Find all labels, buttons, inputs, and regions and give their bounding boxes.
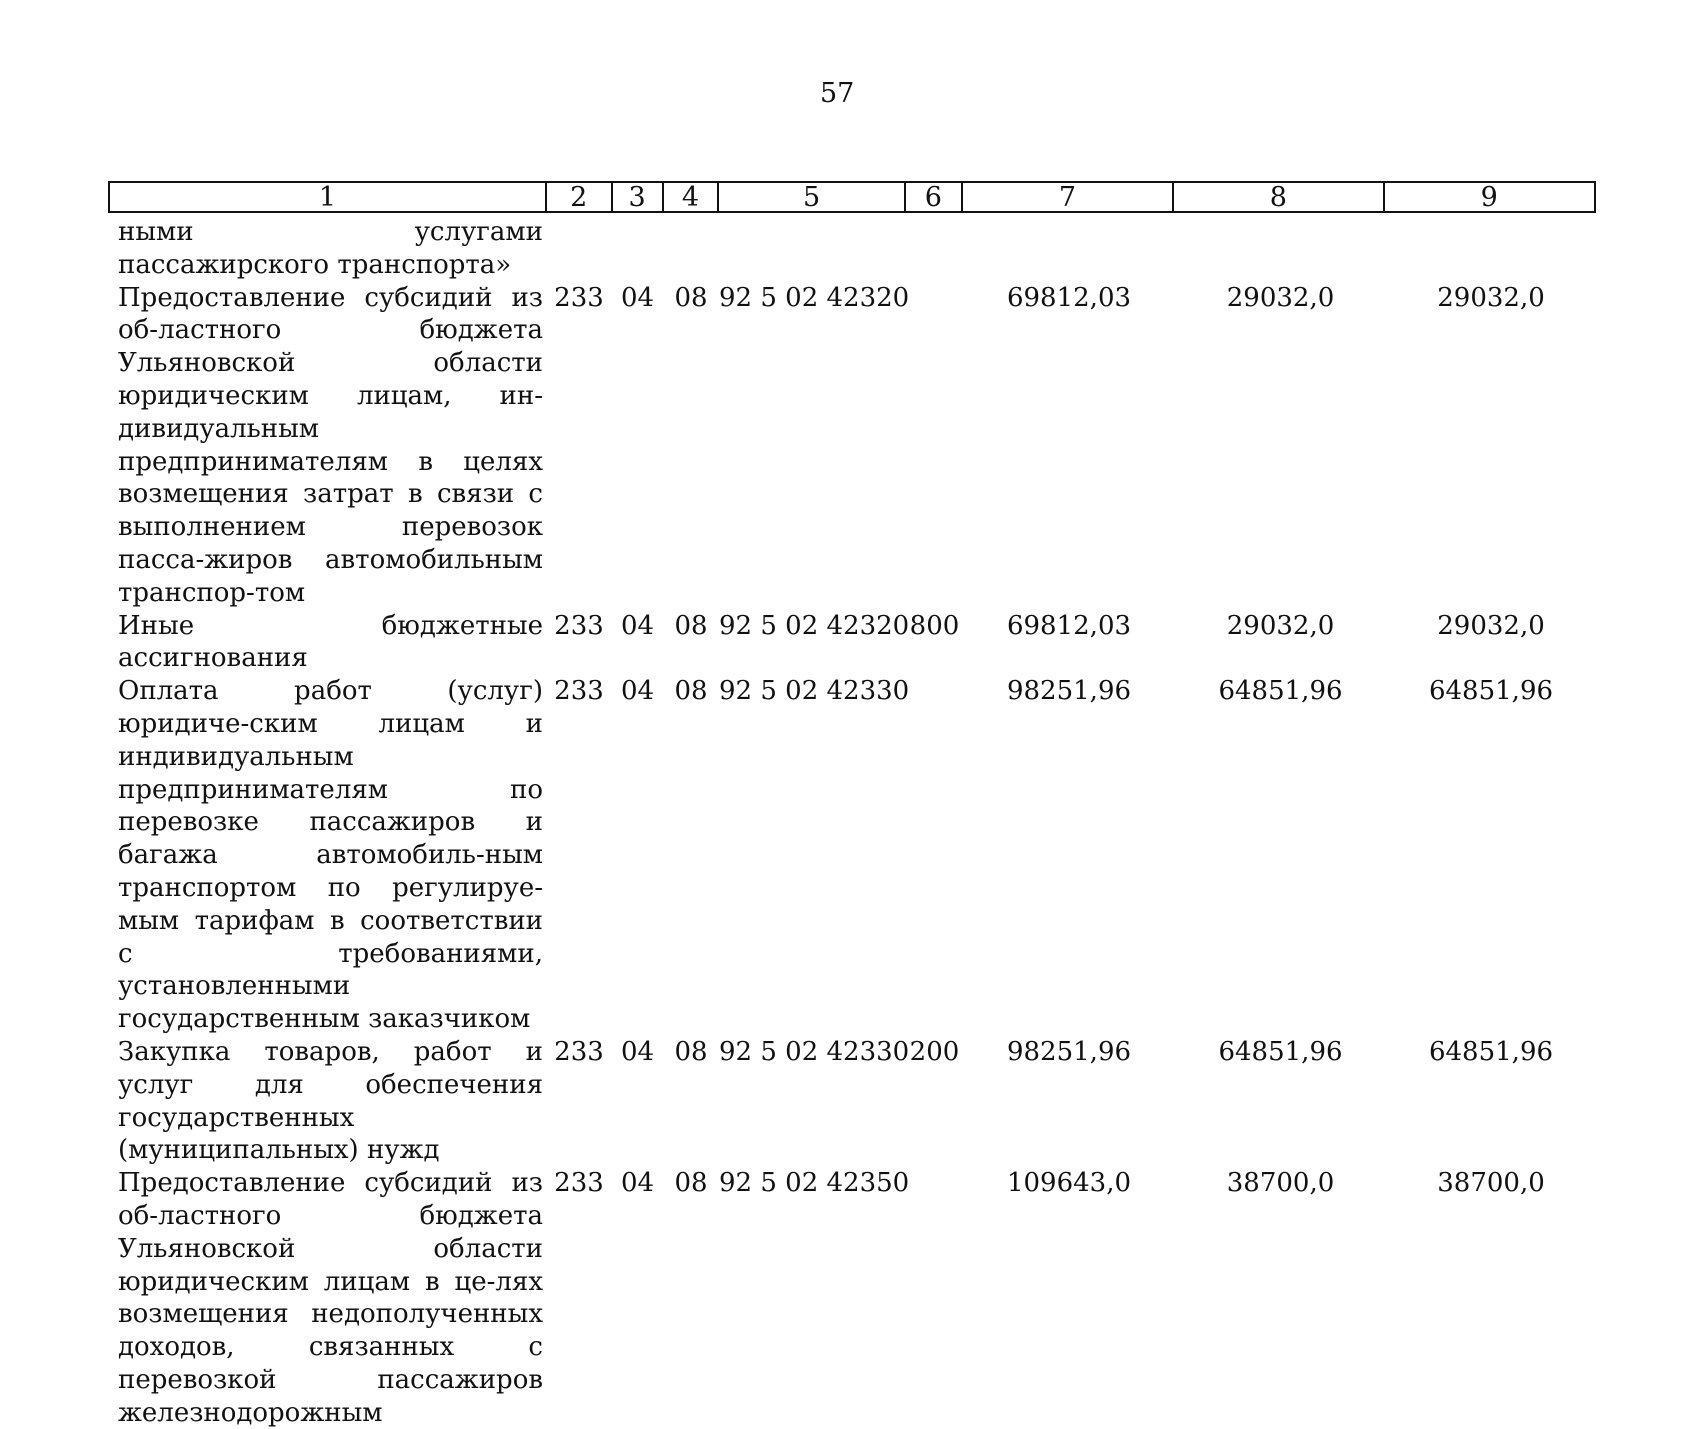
row-col-6: 200 [909,1036,960,1067]
row-col-2 [546,216,612,282]
row-description: Иные бюджетные ассигнования [118,610,543,674]
row-col-5: 92 5 02 42330 [719,1036,910,1067]
table-row [108,216,1596,282]
row-col-4: 08 [674,676,708,707]
row-col-8: 29032,0 [1226,610,1335,641]
row-col-2: 233 [554,282,604,313]
table-row [108,675,1596,1036]
row-col-9: 64851,96 [1428,1036,1554,1067]
row-col-6 [906,216,963,282]
row-col-2: 233 [554,1036,604,1067]
row-col-9: 29032,0 [1437,610,1545,641]
row-col-2: 233 [554,610,604,641]
row-col-9 [1386,216,1596,282]
header-col-8: 8 [1174,183,1384,211]
row-col-4: 08 [674,610,708,641]
row-col-4: 08 [674,1036,708,1067]
row-col-5: 92 5 02 42350 [719,1168,910,1199]
row-col-4: 08 [674,1168,708,1199]
header-col-3: 3 [613,183,664,211]
row-col-7: 109643,0 [1006,1168,1132,1199]
row-col-7: 69812,03 [1006,282,1132,313]
row-col-8: 64851,96 [1218,1036,1343,1067]
table-row [108,610,1596,676]
row-description: Оплата работ (услуг) юридиче-ским лицам и индивидуальным предпринимателям по перевозке пассажиров и багажа автомобиль-ным транспортом по регулируе-мым тарифам в соответствии с требованиями, установленными государственным заказчиком [118,676,543,1035]
table-row [108,1167,1596,1429]
row-col-3: 04 [620,676,655,707]
row-col-8: 38700,0 [1226,1168,1335,1199]
header-col-7: 7 [963,183,1174,211]
row-col-4 [663,216,719,282]
table-body [108,216,1596,1429]
header-col-1: 1 [110,183,547,211]
row-col-8: 64851,96 [1218,676,1343,707]
header-col-2: 2 [547,183,613,211]
row-col-3: 04 [620,610,655,641]
table-row [108,1036,1596,1167]
row-col-7: 69812,03 [1006,610,1132,641]
row-col-6 [906,1167,963,1429]
row-col-7: 98251,96 [1006,1036,1132,1067]
row-col-3: 04 [620,282,655,313]
row-description: Предоставление субсидий из об-ластного бюджета Ульяновской области юридическим лицам, ин-дивидуальным предпринимателям в целях возмещения затрат в связи с выполнением перевозок пасса-жиров автомобильным транспор-том [118,282,543,608]
row-description: Предоставление субсидий из об-ластного бюджета Ульяновской области юридическим лицам в це-лях возмещения недополученных доходов, связанных с перевозкой пассажиров железнодорожным [118,1168,543,1428]
row-col-7 [963,216,1175,282]
row-description: ными услугами пассажирского транспорта» [118,217,543,280]
row-col-9: 38700,0 [1437,1168,1545,1199]
header-col-5: 5 [719,183,906,211]
row-description: Закупка товаров, работ и услуг для обеспечения государственных (муниципальных) нужд [118,1036,543,1166]
row-col-5: 92 5 02 42330 [719,676,910,707]
header-col-4: 4 [664,183,720,211]
row-col-8: 29032,0 [1226,282,1335,313]
row-col-6 [906,282,963,610]
row-col-9: 29032,0 [1437,282,1545,313]
row-col-7: 98251,96 [1006,676,1132,707]
row-col-5: 92 5 02 42320 [719,610,910,641]
table-header [108,181,1596,213]
row-col-2: 233 [554,676,604,707]
page-number: 57 [820,78,855,109]
row-col-3: 04 [620,1168,655,1199]
row-col-5 [719,216,906,282]
row-col-2: 233 [554,1168,604,1199]
row-col-9: 64851,96 [1428,676,1554,707]
row-col-6 [906,675,963,1036]
table-row [108,282,1596,610]
header-col-6: 6 [906,183,963,211]
row-col-5: 92 5 02 42320 [719,282,910,313]
row-col-3 [612,216,663,282]
row-col-3: 04 [620,1036,655,1067]
row-col-8 [1175,216,1386,282]
row-col-6: 800 [909,610,960,641]
row-col-4: 08 [674,282,708,313]
header-col-9: 9 [1480,181,1498,213]
